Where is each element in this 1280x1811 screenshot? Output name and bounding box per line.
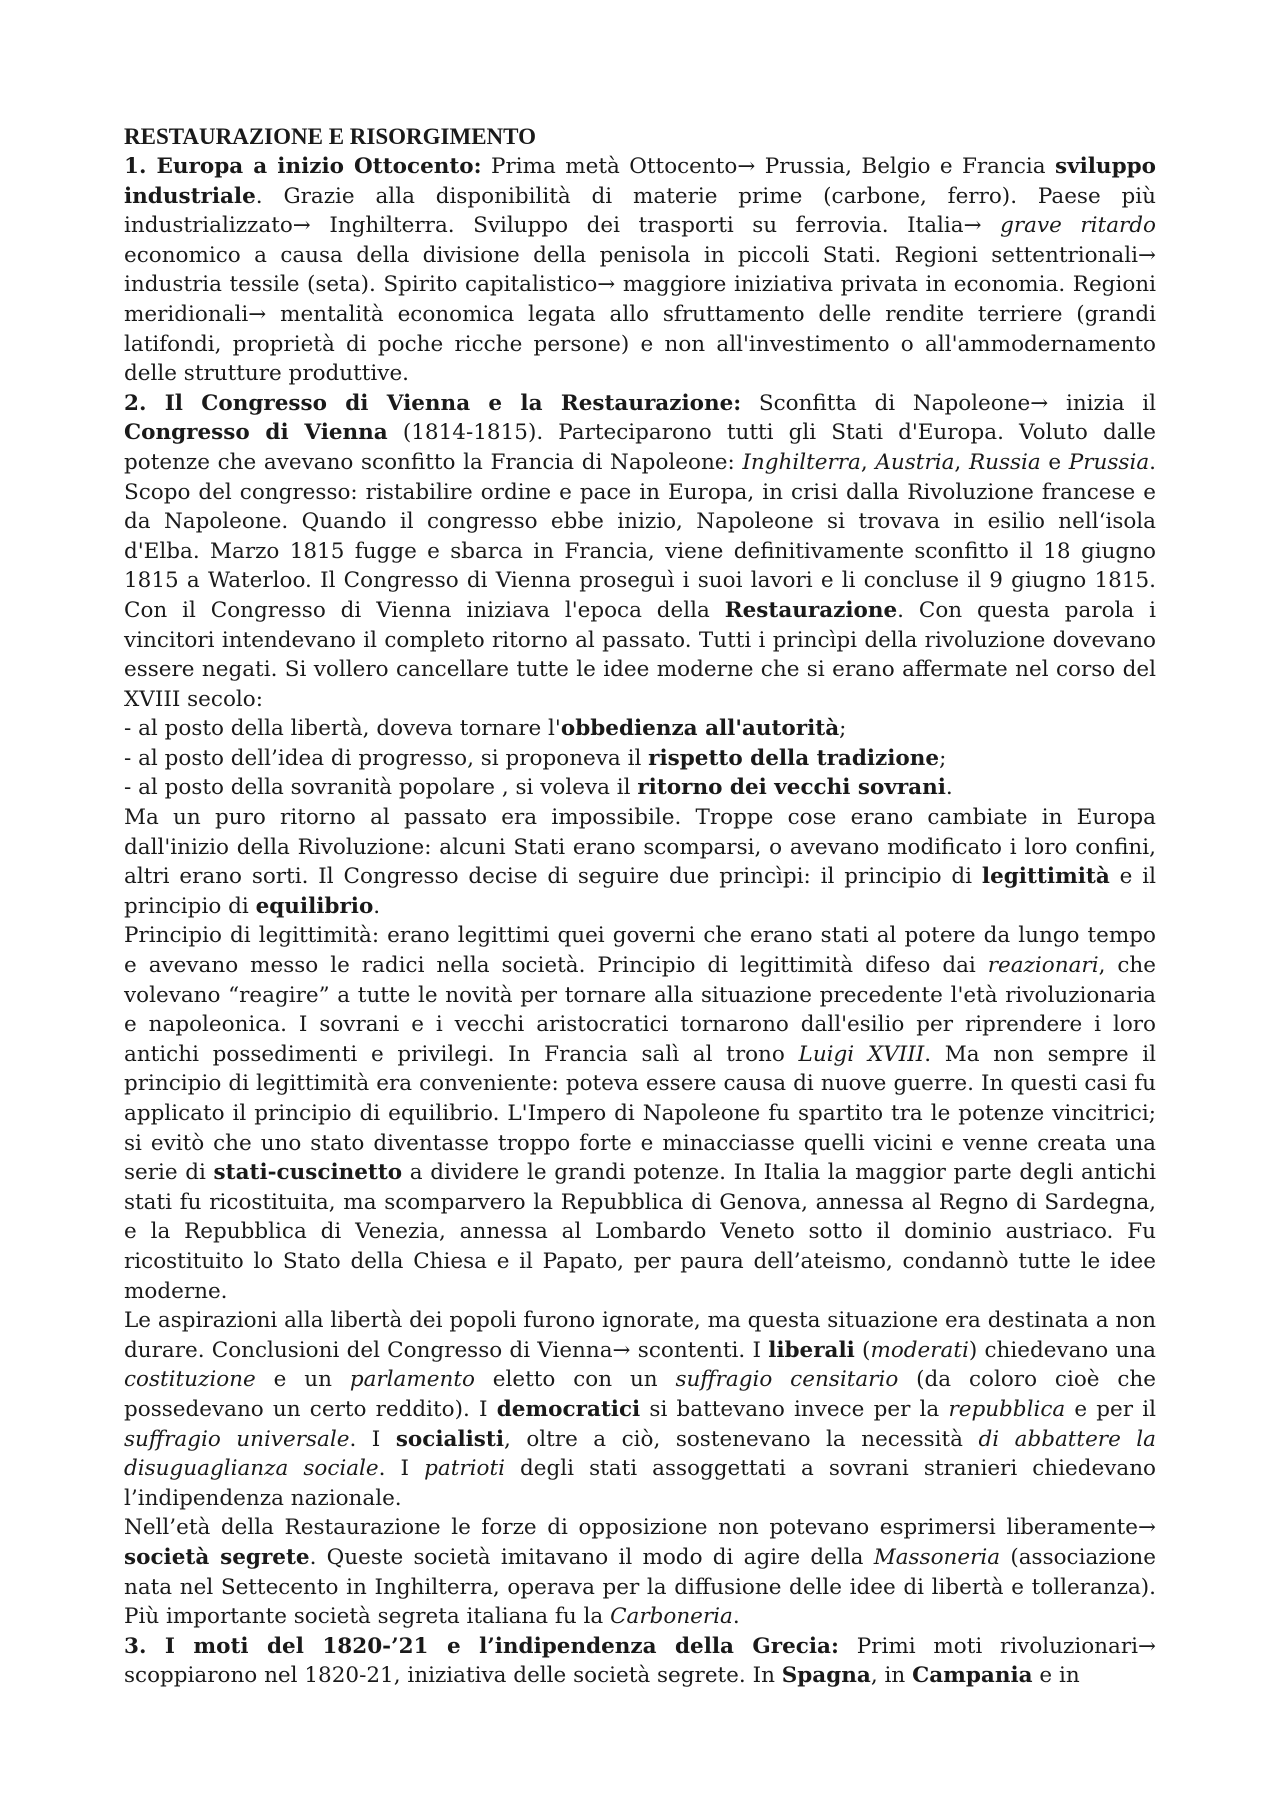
bold-term: liberali	[768, 1337, 855, 1363]
paragraph	[124, 921, 1156, 1306]
bold-term: Campania	[912, 1663, 1033, 1689]
text-run: si battevano invece per la	[640, 1396, 949, 1422]
bold-term: Restaurazione	[724, 597, 898, 623]
section-paragraph	[124, 1632, 1156, 1691]
text-run: Primi moti rivoluzionari→ scoppiarono nel 1820-21, iniziativa delle società segrete. In	[124, 1633, 1156, 1689]
text-run: . Scopo del congresso: ristabilire ordine e pace in Europa, in crisi dalla Rivoluzione francese e da Napoleone. Quando il congresso ebbe inizio, Napoleone si trovava in esilio nell‘isola d'Elba. Marzo 1815 fugge e sbarca in Francia, viene definitivamente sconfitto il 18 giugno 1815 a Waterloo. Il Congresso di Vienna proseguì i suoi lavori e li concluse il 9 giugno 1815. Con il Congresso di Vienna iniziava l'epoca della	[124, 449, 1156, 623]
italic-term: Russia	[968, 449, 1041, 475]
text-run: (associazione nata nel Settecento in Inghilterra, operava per la diffusione delle idee di libertà e tolleranza). Più importante società segreta italiana fu la	[124, 1544, 1157, 1630]
paragraph	[124, 803, 1156, 921]
bold-term: società segrete	[124, 1544, 310, 1570]
bold-term: rispetto della tradizione	[648, 745, 940, 771]
text-run: . I	[378, 1456, 425, 1482]
document-title: RESTAURAZIONE E RISORGIMENTO	[124, 124, 536, 149]
document-body	[124, 152, 1156, 1691]
text-run: (	[854, 1337, 871, 1363]
paragraph	[124, 1513, 1156, 1631]
text-run: economico a causa della divisione della penisola in piccoli Stati. Regioni settentrionali→ industria tessile (seta). Spirito capitalistico→ maggiore iniziativa privata in economia. Regioni meridionali→ mentalità economica legata allo sfruttamento delle rendite terriere (grandi latifondi, proprietà di poche ricche persone) e non all'investimento o all'ammodernamento delle strutture produttive.	[124, 242, 1156, 387]
text-run: , oltre a ciò, sostenevano la necessità	[503, 1426, 979, 1452]
bold-term: ritorno dei vecchi sovrani	[637, 775, 946, 801]
text-run: Nell’età della Restaurazione le forze di opposizione non potevano esprimersi liberamente→	[124, 1515, 1156, 1541]
text-run: . Con questa parola i vincitori intendevano il completo ritorno al passato. Tutti i princìpi della rivoluzione dovevano essere negati. Si vollero cancellare tutte le idee moderne che si erano affermate nel corso del XVIII secolo:	[124, 597, 1156, 712]
text-run: ;	[939, 745, 947, 771]
text-run: Ma un puro ritorno al passato era impossibile. Troppe cose erano cambiate in Europa dall'inizio della Rivoluzione: alcuni Stati erano scomparsi, o avevano modificato i loro confini, altri erano sorti. Il Congresso decise di seguire due princìpi: il principio di	[124, 805, 1156, 890]
text-run: e un	[255, 1367, 350, 1393]
text-run: (1814-1815). Parteciparono tutti gli Stati d'Europa. Voluto dalle potenze che avevano sconfitto la Francia di Napoleone:	[124, 420, 1157, 475]
section-title: 1. Europa a inizio Ottocento:	[124, 154, 482, 179]
italic-term: Carboneria	[610, 1604, 733, 1630]
bold-term: socialisti	[395, 1426, 504, 1452]
italic-term: moderati	[870, 1337, 969, 1363]
text-run: . Grazie alla disponibilità di materie prime (carbone, ferro). Paese più industrializzato→ Inghilterra. Sviluppo dei trasporti su ferrovia. Italia→	[124, 183, 1156, 239]
section-title: 3. I moti del 1820-’21 e l’indipendenza della Grecia:	[124, 1633, 839, 1659]
italic-term: suffragio universale	[124, 1426, 350, 1452]
text-run: .	[945, 775, 953, 801]
italic-term: Inghilterra	[742, 449, 861, 475]
italic-term: Prussia	[1068, 449, 1150, 475]
section-paragraph	[124, 152, 1156, 389]
list-item	[124, 773, 1156, 803]
text-run: eletto con un	[474, 1367, 676, 1393]
text-run: degli stati assoggettati a sovrani stranieri chiedevano l’indipendenza nazionale.	[124, 1456, 1157, 1511]
text-run: , in	[870, 1663, 913, 1689]
text-run: e il principio di	[124, 864, 1156, 919]
text-run: e	[1040, 449, 1069, 475]
text-run: ,	[860, 449, 876, 475]
text-run: e in	[1032, 1663, 1080, 1689]
text-run: .	[373, 893, 381, 919]
text-run: - al posto della sovranità popolare , si voleva il	[124, 775, 638, 801]
italic-term: costituzione	[124, 1367, 256, 1393]
section-paragraph	[124, 389, 1156, 715]
bold-term: obbedienza all'autorità	[560, 716, 840, 742]
list-item	[124, 714, 1156, 744]
text-run: ,	[954, 449, 969, 475]
text-run: Principio di legittimità: erano legittimi quei governi che erano stati al potere da lungo tempo e avevano messo le radici nella società. Principio di legittimità difeso dai	[124, 923, 1156, 979]
text-run: Prima metà Ottocento→ Prussia, Belgio e Francia	[491, 154, 1055, 179]
italic-term: Massoneria	[873, 1544, 1001, 1570]
italic-term: grave ritardo	[1000, 213, 1156, 239]
bold-term: democratici	[496, 1396, 641, 1422]
list-item	[124, 744, 1156, 774]
text-run: e per il	[1065, 1396, 1156, 1422]
bold-term: legittimità	[981, 864, 1110, 890]
bold-term: Spagna	[781, 1663, 871, 1689]
text-run: . I	[349, 1426, 396, 1452]
text-run: Le aspirazioni alla libertà dei popoli furono ignorate, ma questa situazione era destinata a non durare. Conclusioni del Congresso di Vienna→ scontenti. I	[124, 1308, 1156, 1363]
section-title: 2. Il Congresso di Vienna e la Restaurazione:	[124, 390, 742, 416]
text-run: Sconfitta di Napoleone→ inizia il	[758, 390, 1156, 416]
text-run: a dividere le grandi potenze. In Italia la maggior parte degli antichi stati fu ricostituita, ma scomparvero la Repubblica di Genova, annessa al Regno di Sardegna, e la Repubblica di Venezia, annessa al Lombardo Veneto sotto il dominio austriaco. Fu ricostituito lo Stato della Chiesa e il Papato, per paura dell’ateismo, condannò tutte le idee moderne.	[124, 1160, 1156, 1304]
italic-term: parlamento	[349, 1367, 475, 1393]
text-run: (da coloro cioè che possedevano un certo reddito). I	[124, 1367, 1156, 1422]
bold-term: equilibrio	[255, 893, 374, 919]
text-run: . Queste società imitavano il modo di agire della	[309, 1544, 874, 1570]
bold-term: Congresso di Vienna	[124, 420, 388, 446]
text-run: ;	[839, 716, 847, 742]
text-run: - al posto dell’idea di progresso, si proponeva il	[124, 745, 649, 771]
text-run: . Ma non sempre il principio di legittimità era conveniente: poteva essere causa di nuove guerre. In questi casi fu applicato il principio di equilibrio. L'Impero di Napoleone fu spartito tra le potenze vincitrici; si evitò che uno stato diventasse troppo forte e minacciasse quelli vicini e venne creata una serie di	[124, 1041, 1157, 1186]
italic-term: Austria	[875, 449, 955, 475]
italic-term: reazionari	[987, 953, 1099, 979]
italic-term: repubblica	[948, 1396, 1066, 1422]
text-run: .	[732, 1604, 740, 1630]
italic-term: patrioti	[424, 1456, 505, 1482]
italic-term: Luigi XVIII	[798, 1041, 925, 1067]
bold-term: stati-cuscinetto	[213, 1160, 403, 1186]
text-run: ) chiedevano una	[968, 1337, 1156, 1363]
italic-term: di abbattere la disuguaglianza sociale	[124, 1426, 1156, 1482]
bold-term: sviluppo industriale	[124, 154, 1156, 209]
italic-term: suffragio censitario	[675, 1367, 899, 1393]
text-run: , che volevano “reagire” a tutte le novità per tornare alla situazione precedente l'età rivoluzionaria e napoleonica. I sovrani e i vecchi aristocratici tornarono dall'esilio per riprendere i loro antichi possedimenti e privilegi. In Francia salì al trono	[124, 953, 1156, 1067]
text-run: - al posto della libertà, doveva tornare l'	[124, 716, 561, 742]
paragraph	[124, 1306, 1156, 1513]
